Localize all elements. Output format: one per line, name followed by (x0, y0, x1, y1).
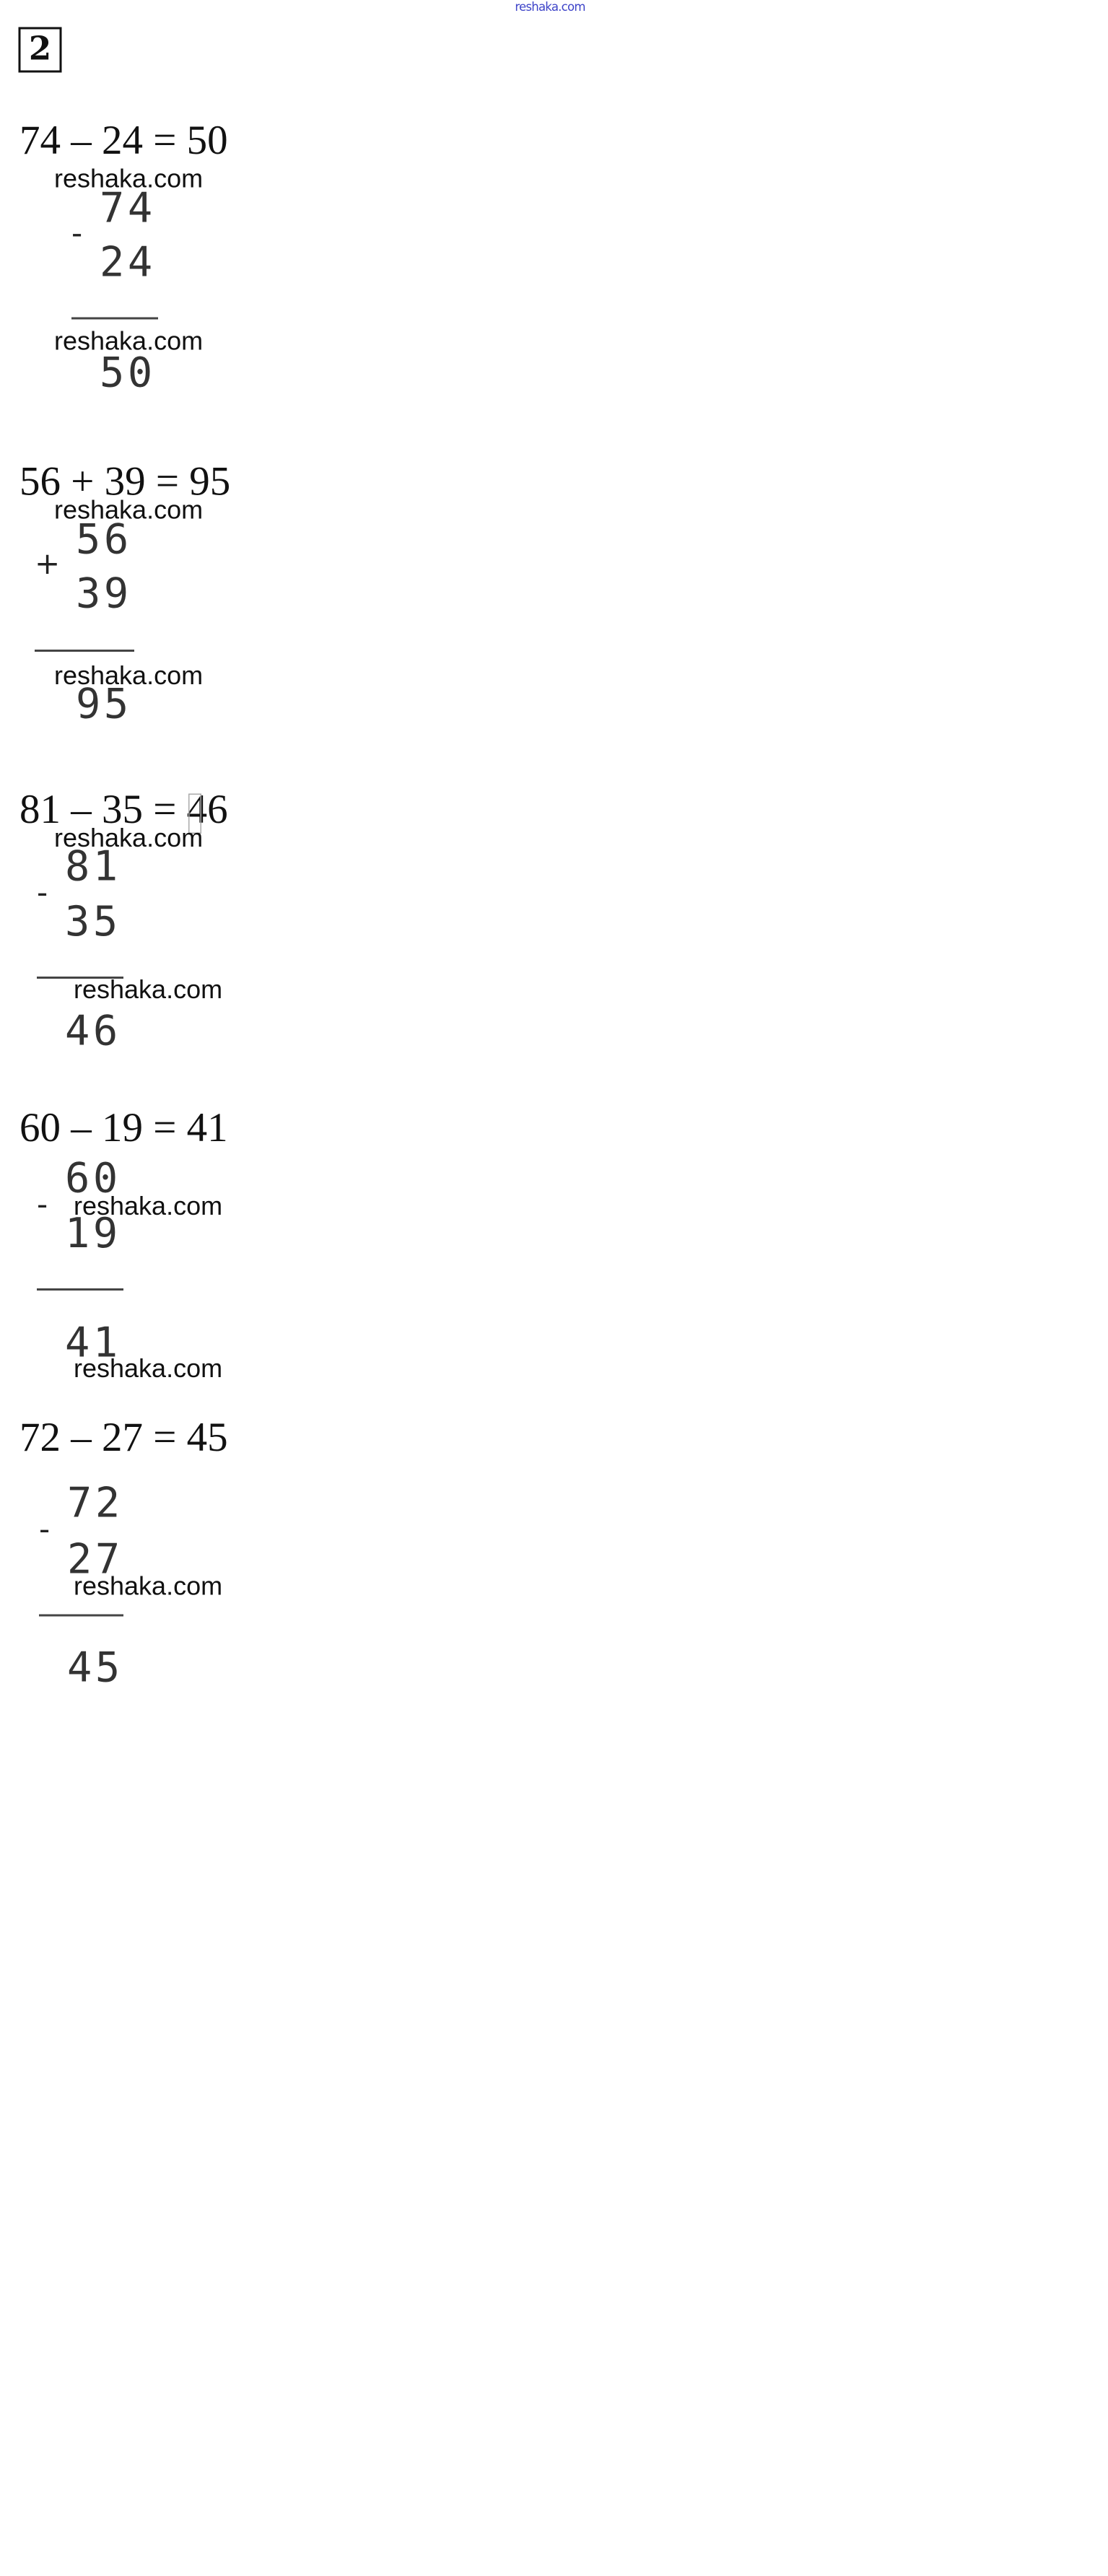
problem-2-result-line (35, 650, 134, 652)
problem-1-top-number: 74 (100, 184, 156, 232)
watermark-text: reshaka.com (54, 661, 204, 691)
problem-2-result: 95 (76, 680, 132, 728)
problem-5-bottom-number: 27 (67, 1535, 123, 1583)
problem-2-bottom-number: 39 (76, 569, 132, 617)
problem-5-equation: 72 – 27 = 45 (19, 1415, 228, 1461)
problem-5-top-number: 72 (67, 1479, 123, 1527)
problem-3-equation: 81 – 35 = 46 (19, 787, 228, 833)
watermark-text: reshaka.com (54, 165, 204, 194)
problem-5-result: 45 (67, 1643, 123, 1691)
problem-4-top-number: 60 (65, 1154, 121, 1202)
task-number-box: 2 (19, 27, 62, 73)
problem-2-operation-sign: + (35, 546, 61, 582)
problem-4-equation: 60 – 19 = 41 (19, 1105, 228, 1151)
watermark-text: reshaka.com (74, 975, 223, 1005)
problem-3-bottom-number: 35 (65, 897, 121, 946)
problem-1-result-line (71, 318, 158, 320)
problem-2-top-number: 56 (76, 515, 132, 563)
problem-1-equation: 74 – 24 = 50 (19, 118, 228, 164)
problem-3-top-number: 81 (65, 842, 121, 890)
problem-3-operation-sign: - (37, 875, 48, 911)
watermark-text: reshaka.com (74, 1354, 223, 1384)
problem-5-result-line (39, 1615, 123, 1617)
problem-3-result: 46 (65, 1007, 121, 1055)
watermark-text: reshaka.com (54, 824, 204, 853)
problem-1-bottom-number: 24 (100, 238, 156, 286)
problem-4-operation-sign: - (37, 1187, 48, 1223)
watermark-text: reshaka.com (54, 327, 204, 357)
problem-2-equation: 56 + 39 = 95 (19, 459, 231, 505)
problem-1-result: 50 (100, 349, 156, 396)
problem-5-operation-sign: - (39, 1511, 51, 1547)
watermark-text: reshaka.com (74, 1572, 223, 1602)
problem-4-result: 41 (65, 1319, 121, 1366)
watermark-text: reshaka.com (74, 1192, 223, 1221)
problem-1-operation-sign: - (71, 215, 83, 251)
problem-4-bottom-number: 19 (65, 1209, 121, 1257)
site-watermark-top: reshaka.com (515, 0, 585, 14)
problem-4-result-line (37, 1288, 123, 1291)
watermark-text: reshaka.com (54, 496, 204, 525)
